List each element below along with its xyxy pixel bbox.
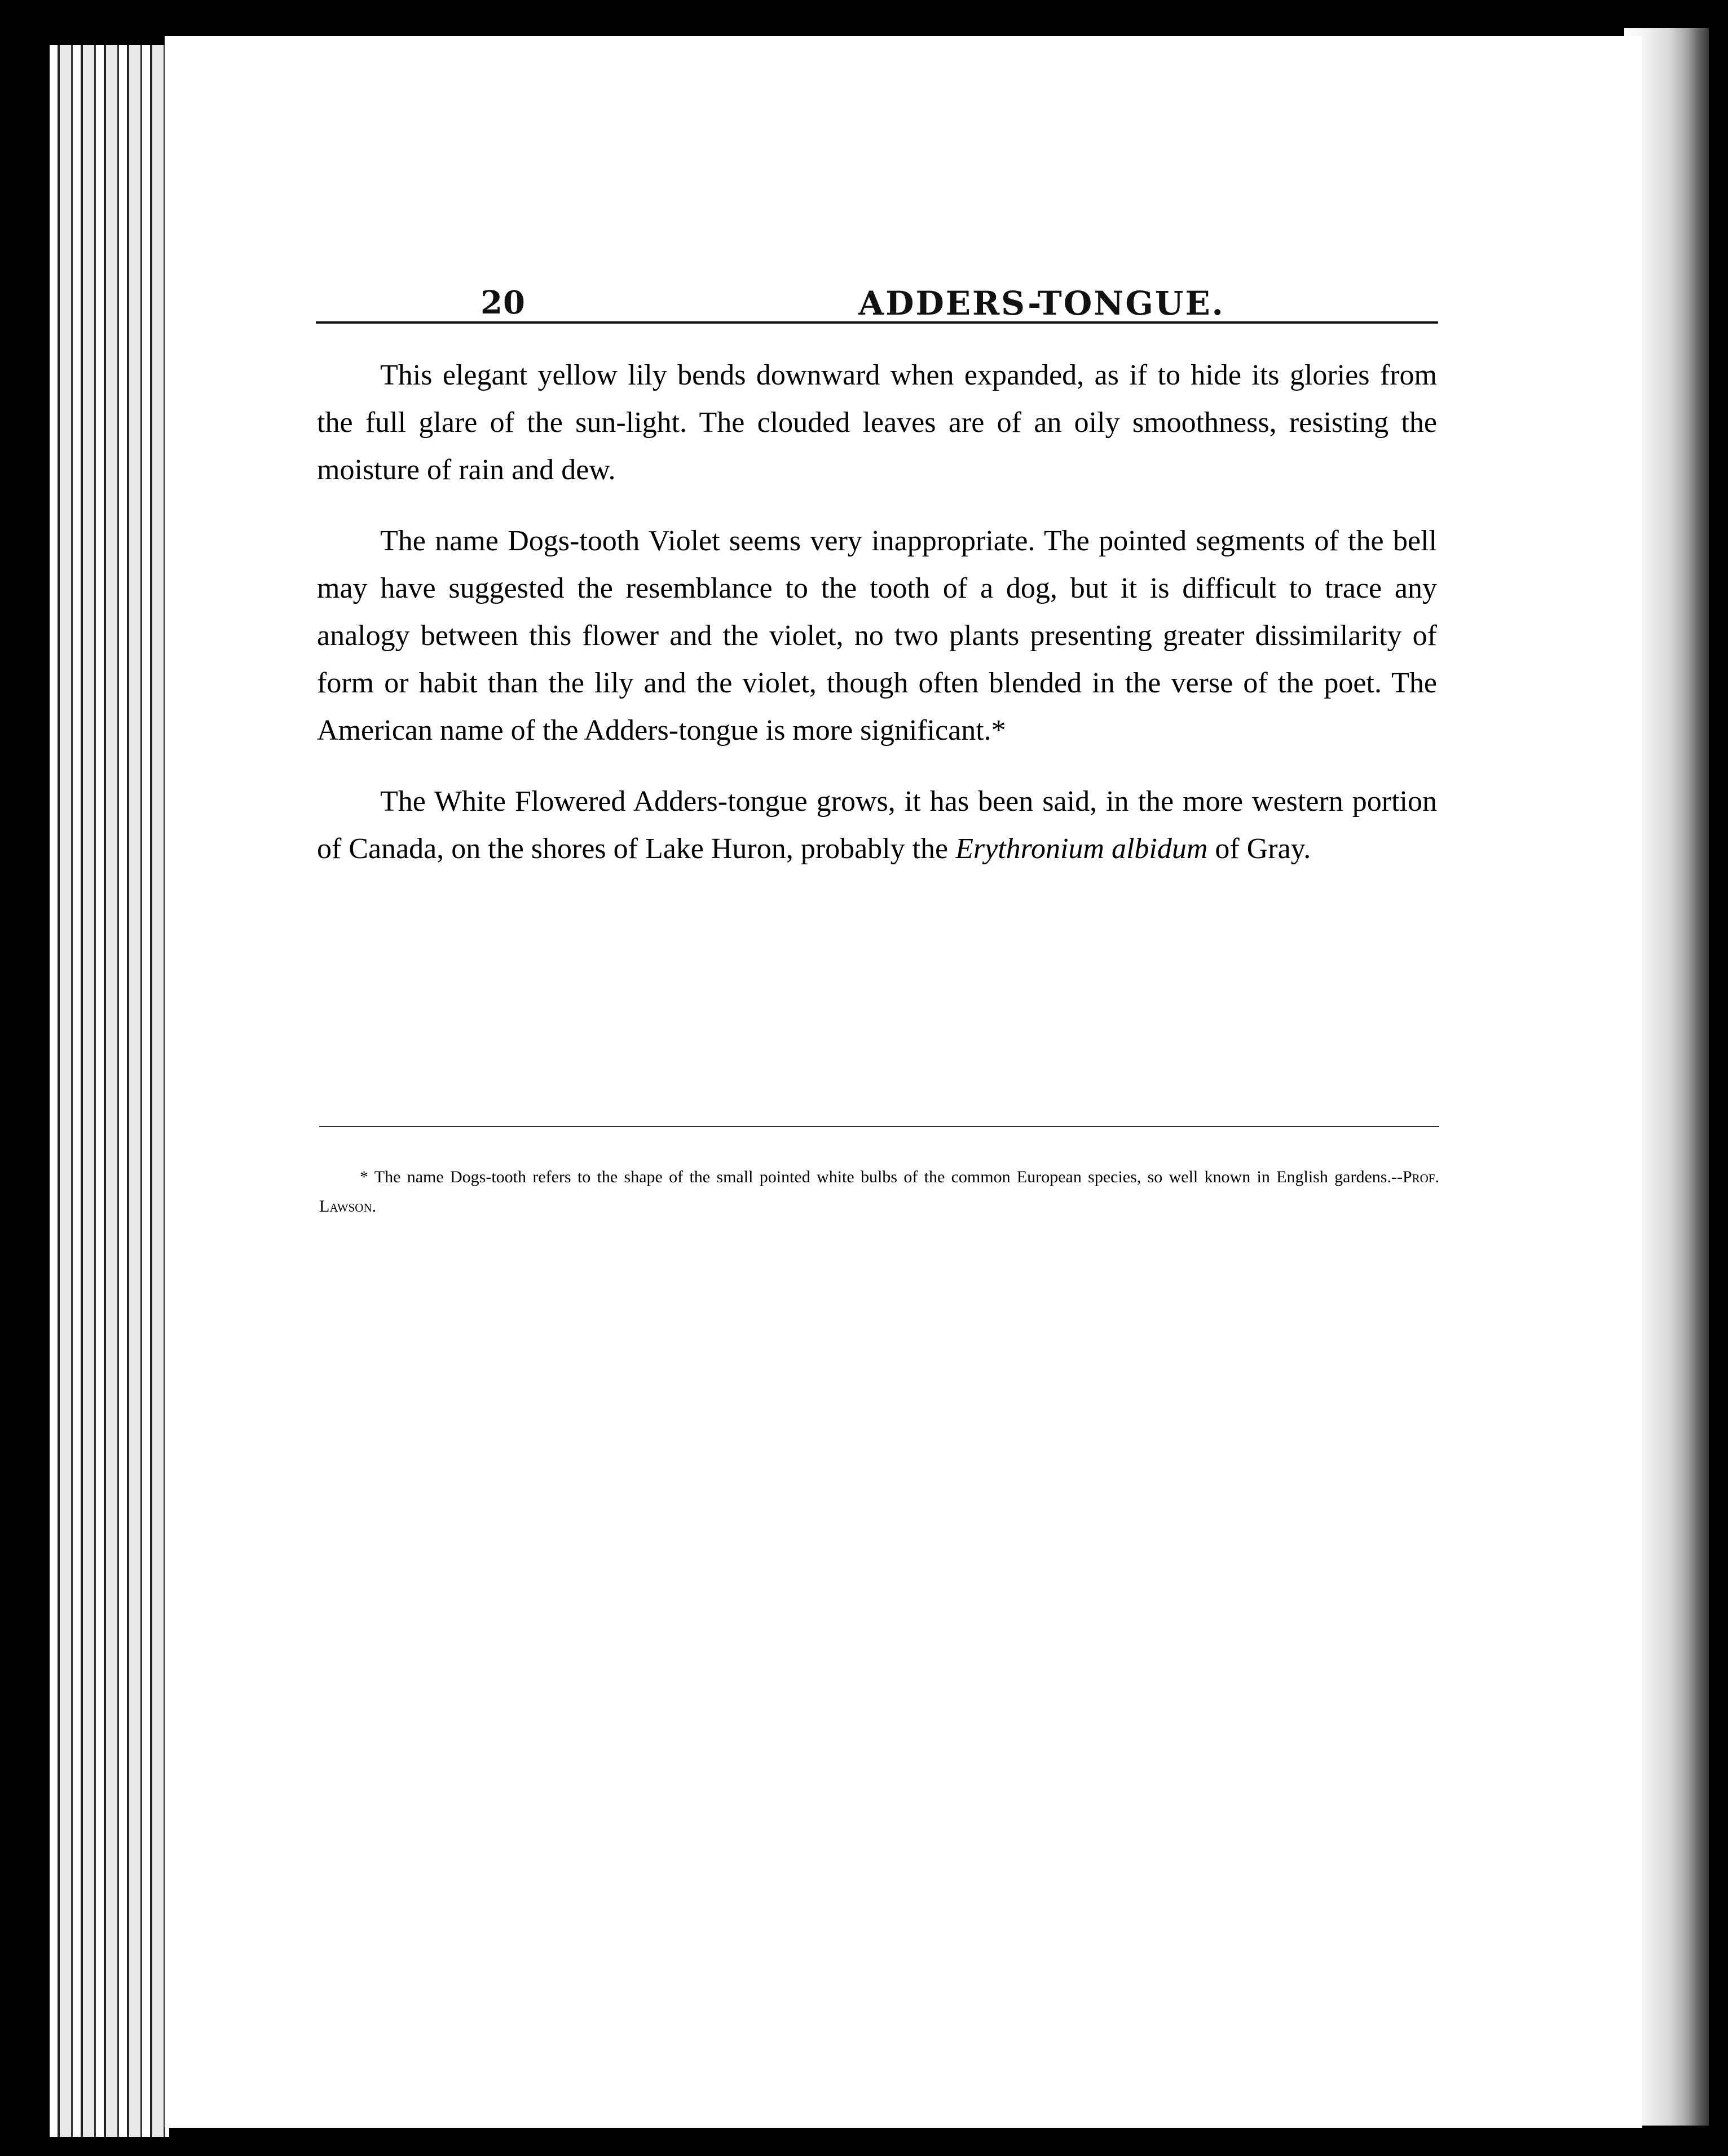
- paragraph-2: The name Dogs-tooth Violet seems very inappropriate. The pointed segments of the bell may have suggested the resemblance to the tooth of a dog, but it is difficult to trace any analogy between this flower and the violet, no two plants presenting greater dissimilarity of form or habit than the lily and the violet, though often blended in the verse of the poet. The American name of the Adders-tongue is more significant.*: [317, 525, 1437, 746]
- footnote-text: * The name Dogs-tooth refers to the shape of the small pointed white bulbs of the common European species, so well known in English gardens.--: [360, 1168, 1403, 1186]
- paragraph-3: [317, 778, 1437, 873]
- book-page-edges-left: [50, 45, 169, 2137]
- footnote-attribution: Prof. Lawson.: [319, 1168, 1439, 1216]
- paragraph-1: This elegant yellow lily bends downward when expanded, as if to hide its glories from the full glare of the sun-light. The clouded leaves are of an oily smoothness, resisting the moisture of rain and dew.: [317, 359, 1437, 486]
- footnote: [319, 1163, 1439, 1221]
- header-rule: [316, 321, 1438, 324]
- page-number: 20: [481, 284, 526, 321]
- footnote-rule: [319, 1126, 1439, 1127]
- running-head: [481, 284, 1603, 346]
- book-page: [165, 36, 1642, 2128]
- species-name: Erythronium albidum: [955, 833, 1208, 865]
- page-title: ADDERS-TONGUE.: [858, 284, 1225, 322]
- paragraph-3-text-start: The White Flowered Adders-tongue grows, it has been said, in the more western portion of Canada, on the shores of Lake Huron, probably the: [317, 785, 1437, 865]
- body-text: [317, 352, 1437, 896]
- paragraph-3-text-end: of Gray.: [1215, 833, 1311, 865]
